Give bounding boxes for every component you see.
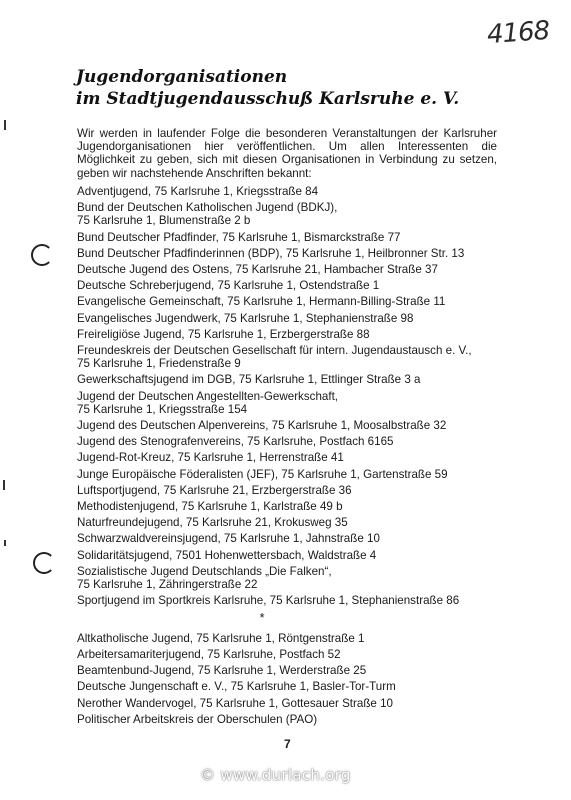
address-list bbox=[77, 185, 507, 729]
list-item bbox=[77, 484, 507, 497]
title-line-2: im Stadtjugendausschuß Karlsruhe e. V. bbox=[76, 89, 460, 109]
list-item bbox=[77, 565, 507, 591]
list-item bbox=[77, 435, 507, 448]
list-item bbox=[77, 247, 507, 260]
list-item-line: Freireligiöse Jugend, 75 Karlsruhe 1, Erzbergerstraße 88 bbox=[77, 327, 370, 341]
list-item bbox=[77, 713, 507, 726]
list-item-line: Methodistenjugend, 75 Karlsruhe 1, Karlstraße 49 b bbox=[77, 500, 343, 514]
list-item bbox=[77, 231, 507, 244]
intro-paragraph: Wir werden in laufender Folge die besonderen Veranstaltungen der Karlsruher Jugendorganisationen hier veröffentlichen. Um allen Interessenten die Möglichkeit zu geben, sich mit diesen Organisationen in Verbindung zu setzen, geben wir nachstehende Anschriften bekannt: bbox=[77, 127, 497, 180]
address-list-primary bbox=[77, 185, 507, 607]
list-item bbox=[77, 451, 507, 464]
list-item-line: Arbeitersamariterjugend, 75 Karlsruhe, Postfach 52 bbox=[77, 647, 341, 661]
list-item-line: Bund der Deutschen Katholischen Jugend (BDKJ), bbox=[77, 201, 338, 215]
list-item bbox=[77, 468, 507, 481]
list-item-line: Sportjugend im Sportkreis Karlsruhe, 75 Karlsruhe 1, Stephanienstraße 86 bbox=[77, 594, 460, 608]
list-item-line: Jugend der Deutschen Angestellten-Gewerkschaft, bbox=[77, 389, 339, 403]
list-item-line: Bund Deutscher Pfadfinderinnen (BDP), 75 Karlsruhe 1, Heilbronner Str. 13 bbox=[77, 246, 465, 260]
list-item bbox=[77, 295, 507, 308]
title-line-1: Jugendorganisationen bbox=[76, 67, 288, 87]
list-item bbox=[77, 185, 507, 198]
list-item-line: Politischer Arbeitskreis der Oberschulen (PAO) bbox=[77, 712, 318, 726]
watermark: © www.durlach.org bbox=[200, 766, 351, 784]
list-item-line: Junge Europäische Föderalisten (JEF), 75 Karlsruhe 1, Gartenstraße 59 bbox=[77, 467, 448, 481]
list-item bbox=[77, 279, 507, 292]
list-item-line: Deutsche Jugend des Ostens, 75 Karlsruhe 21, Hambacher Straße 37 bbox=[77, 263, 438, 277]
list-item bbox=[77, 373, 507, 386]
list-item-line: Sozialistische Jugend Deutschlands „Die Falken“, bbox=[77, 564, 332, 578]
archive-number: 4168 bbox=[485, 15, 550, 51]
list-item-line: Evangelisches Jugendwerk, 75 Karlsruhe 1, Stephanienstraße 98 bbox=[77, 311, 414, 325]
address-list-secondary bbox=[77, 632, 507, 726]
list-item bbox=[77, 516, 507, 529]
list-item bbox=[77, 500, 507, 513]
list-item bbox=[77, 328, 507, 341]
list-item bbox=[77, 680, 507, 693]
list-item-line: Jugend-Rot-Kreuz, 75 Karlsruhe 1, Herrenstraße 41 bbox=[77, 451, 344, 465]
list-item bbox=[77, 419, 507, 432]
list-item bbox=[77, 532, 507, 545]
page-title bbox=[76, 66, 459, 110]
list-item-line: Luftsportjugend, 75 Karlsruhe 21, Erzbergerstraße 36 bbox=[77, 483, 352, 497]
list-item-line: Jugend des Stenografenvereins, 75 Karlsruhe, Postfach 6165 bbox=[77, 435, 394, 449]
list-item-line: Schwarzwaldvereinsjugend, 75 Karlsruhe 1, Jahnstraße 10 bbox=[77, 532, 380, 546]
punch-hole-mark bbox=[31, 244, 53, 266]
list-item-line: Bund Deutscher Pfadfinder, 75 Karlsruhe 1, Bismarckstraße 77 bbox=[77, 230, 401, 244]
list-item-line: Evangelische Gemeinschaft, 75 Karlsruhe 1, Hermann-Billing-Straße 11 bbox=[77, 295, 446, 309]
list-item bbox=[77, 201, 507, 227]
list-item bbox=[77, 648, 507, 661]
list-item-line: 75 Karlsruhe 1, Zähringerstraße 22 bbox=[77, 578, 258, 592]
page-number: 7 bbox=[284, 737, 291, 751]
list-item-line: Freundeskreis der Deutschen Gesellschaft für intern. Jugendaustausch e. V., bbox=[77, 344, 472, 358]
separator-asterisk: * bbox=[259, 610, 265, 626]
list-item bbox=[77, 344, 507, 370]
list-item bbox=[77, 594, 507, 607]
list-item bbox=[77, 263, 507, 276]
list-item bbox=[77, 312, 507, 325]
list-item bbox=[77, 549, 507, 562]
margin-mark bbox=[4, 120, 6, 130]
list-item-line: Beamtenbund-Jugend, 75 Karlsruhe 1, Werderstraße 25 bbox=[77, 664, 367, 678]
list-item-line: Jugend des Deutschen Alpenvereins, 75 Karlsruhe 1, Moosalbstraße 32 bbox=[77, 419, 447, 433]
list-item-line: Adventjugend, 75 Karlsruhe 1, Kriegsstraße 84 bbox=[77, 185, 319, 198]
list-item bbox=[77, 664, 507, 677]
list-item-line: Deutsche Jungenschaft e. V., 75 Karlsruhe 1, Basler-Tor-Turm bbox=[77, 680, 396, 694]
list-item-line: 75 Karlsruhe 1, Friedenstraße 9 bbox=[77, 357, 241, 371]
margin-mark bbox=[4, 540, 6, 546]
punch-hole-mark bbox=[33, 552, 55, 574]
list-item-line: Solidaritätsjugend, 7501 Hohenwettersbach, Waldstraße 4 bbox=[77, 548, 377, 562]
list-item-line: Gewerkschaftsjugend im DGB, 75 Karlsruhe 1, Ettlinger Straße 3 a bbox=[77, 373, 421, 387]
list-item bbox=[77, 697, 507, 710]
list-item-line: 75 Karlsruhe 1, Blumenstraße 2 b bbox=[77, 214, 251, 228]
list-item bbox=[77, 390, 507, 416]
list-item bbox=[77, 632, 507, 645]
list-item-line: Nerother Wandervogel, 75 Karlsruhe 1, Gottesauer Straße 10 bbox=[77, 696, 393, 710]
margin-mark bbox=[3, 480, 5, 490]
list-item-line: Deutsche Schreberjugend, 75 Karlsruhe 1, Ostendstraße 1 bbox=[77, 279, 380, 293]
list-item-line: Naturfreundejugend, 75 Karlsruhe 21, Krokusweg 35 bbox=[77, 516, 348, 530]
list-item-line: 75 Karlsruhe 1, Kriegsstraße 154 bbox=[77, 402, 248, 416]
list-item-line: Altkatholische Jugend, 75 Karlsruhe 1, Röntgenstraße 1 bbox=[77, 631, 365, 645]
